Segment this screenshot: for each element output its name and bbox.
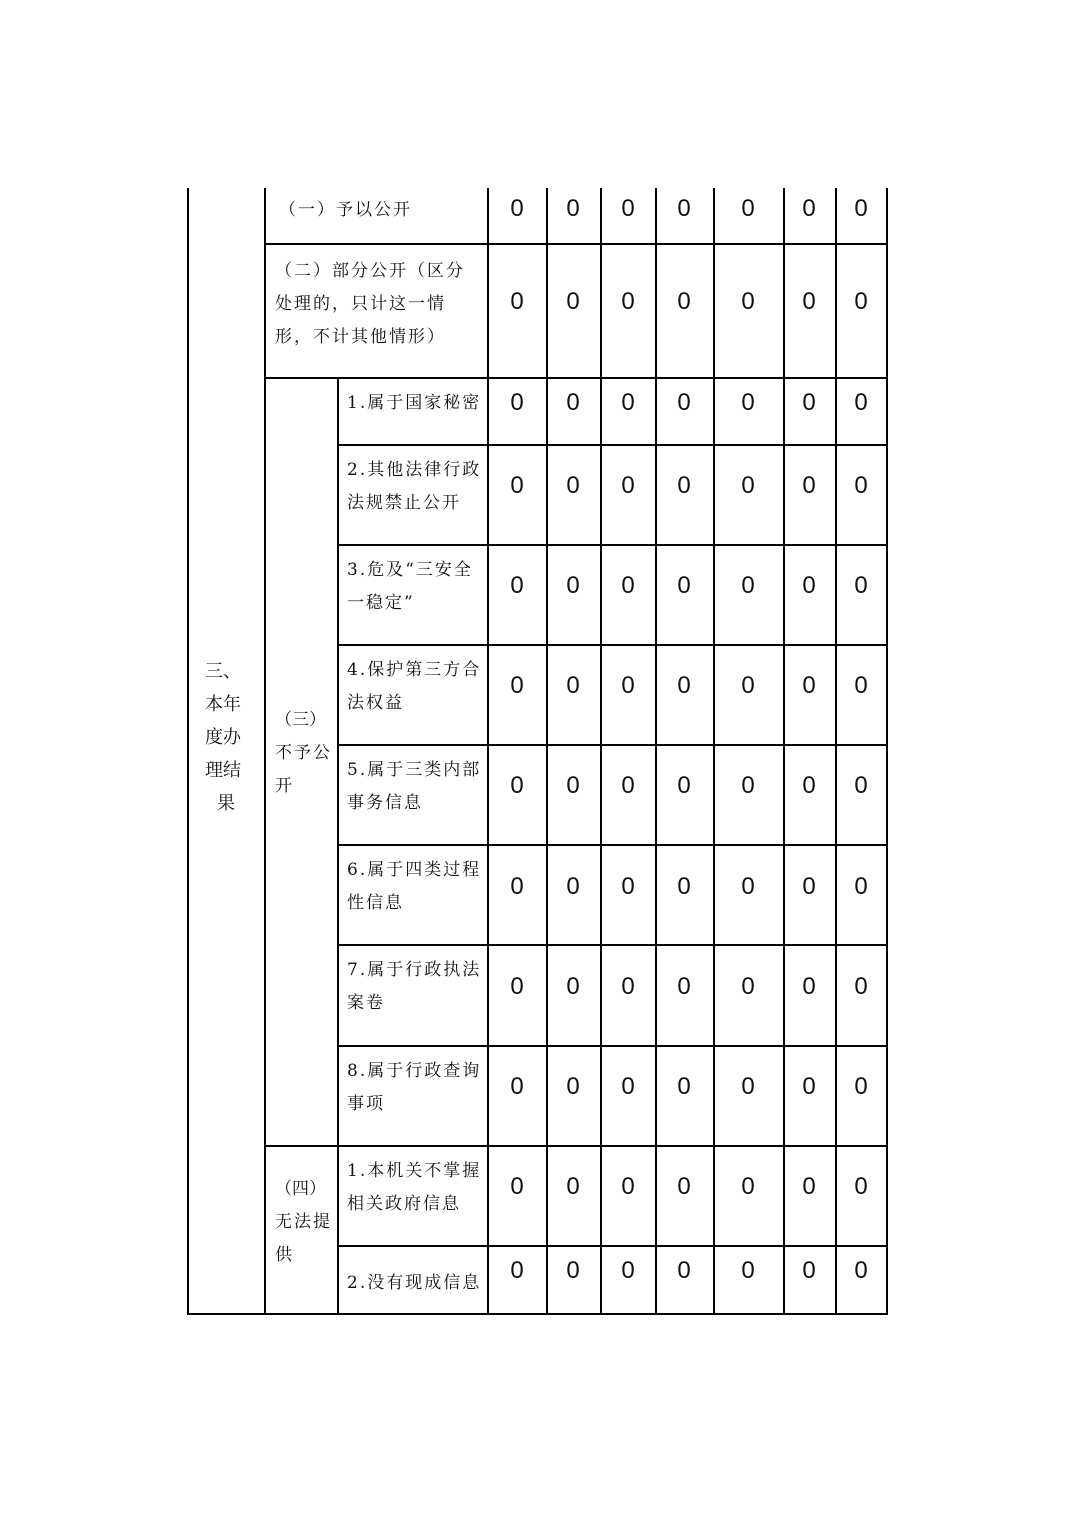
value-cell: 0 xyxy=(741,772,755,799)
row-label: （二）部分公开（区分处理的，只计这一情形，不计其他情形） xyxy=(275,261,465,347)
value-cell: 0 xyxy=(741,472,755,499)
row-divider xyxy=(264,243,888,245)
row-divider xyxy=(264,377,888,379)
value-cell: 0 xyxy=(854,572,868,599)
value-cell: 0 xyxy=(566,195,580,222)
value-cell: 0 xyxy=(854,1073,868,1100)
row-divider xyxy=(337,644,888,646)
row-divider xyxy=(337,744,888,746)
value-cell: 0 xyxy=(677,288,691,315)
value-cell: 0 xyxy=(741,572,755,599)
row-divider xyxy=(337,444,888,446)
value-cell: 0 xyxy=(854,288,868,315)
value-cell: 0 xyxy=(621,572,635,599)
row-label: 3.危及“三安全一稳定” xyxy=(347,560,473,613)
value-cell: 0 xyxy=(854,389,868,416)
value-cell: 0 xyxy=(510,1257,524,1284)
value-cell: 0 xyxy=(510,772,524,799)
value-cell: 0 xyxy=(802,873,816,900)
value-cell: 0 xyxy=(677,1173,691,1200)
value-cell: 0 xyxy=(566,772,580,799)
value-cell: 0 xyxy=(741,873,755,900)
value-cell: 0 xyxy=(566,572,580,599)
value-cell: 0 xyxy=(802,772,816,799)
value-cell: 0 xyxy=(677,572,691,599)
value-cell: 0 xyxy=(621,1073,635,1100)
value-cell: 0 xyxy=(566,288,580,315)
value-cell: 0 xyxy=(741,1173,755,1200)
table-left-border xyxy=(187,188,189,1315)
value-cell: 0 xyxy=(510,472,524,499)
row-divider xyxy=(337,1045,888,1047)
value-cell: 0 xyxy=(566,672,580,699)
row-label: 6.属于四类过程性信息 xyxy=(347,860,482,913)
value-cell: 0 xyxy=(621,1257,635,1284)
value-cell: 0 xyxy=(566,873,580,900)
value-cell: 0 xyxy=(741,1073,755,1100)
value-cell: 0 xyxy=(510,672,524,699)
value-cell: 0 xyxy=(510,1073,524,1100)
row-label: （一）予以公开 xyxy=(279,200,412,220)
value-cell: 0 xyxy=(854,672,868,699)
row-label: 1.属于国家秘密 xyxy=(347,393,482,413)
value-cell: 0 xyxy=(621,472,635,499)
value-cell: 0 xyxy=(677,195,691,222)
value-cell: 0 xyxy=(621,389,635,416)
row-label: 7.属于行政执法案卷 xyxy=(347,960,482,1013)
value-cell: 0 xyxy=(802,1257,816,1284)
value-cell: 0 xyxy=(621,772,635,799)
value-cell: 0 xyxy=(677,672,691,699)
value-cell: 0 xyxy=(621,973,635,1000)
value-cell: 0 xyxy=(802,973,816,1000)
section-label: 三、 本年 度办 理结 果 xyxy=(205,661,241,814)
value-cell: 0 xyxy=(802,472,816,499)
row-label: 2.没有现成信息 xyxy=(347,1273,482,1293)
row-label: 5.属于三类内部事务信息 xyxy=(347,760,482,813)
value-cell: 0 xyxy=(854,1257,868,1284)
value-cell: 0 xyxy=(854,772,868,799)
value-cell: 0 xyxy=(510,288,524,315)
value-cell: 0 xyxy=(510,873,524,900)
value-cell: 0 xyxy=(621,288,635,315)
value-cell: 0 xyxy=(566,389,580,416)
value-cell: 0 xyxy=(621,672,635,699)
value-cell: 0 xyxy=(621,195,635,222)
value-cell: 0 xyxy=(741,389,755,416)
value-cell: 0 xyxy=(510,389,524,416)
group-label-unable-to-provide: （四） 无法提 供 xyxy=(275,1179,332,1265)
value-cell: 0 xyxy=(854,873,868,900)
value-cell: 0 xyxy=(854,1173,868,1200)
group-label-not-disclosed: （三） 不予公 开 xyxy=(275,710,332,796)
value-cell: 0 xyxy=(677,472,691,499)
row-divider xyxy=(337,844,888,846)
row-label: 4.保护第三方合法权益 xyxy=(347,660,482,713)
value-cell: 0 xyxy=(677,1073,691,1100)
value-cell: 0 xyxy=(854,472,868,499)
table-bottom-border xyxy=(187,1313,888,1315)
value-cell: 0 xyxy=(566,472,580,499)
value-cell: 0 xyxy=(677,873,691,900)
value-cell: 0 xyxy=(621,873,635,900)
value-cell: 0 xyxy=(854,973,868,1000)
value-cell: 0 xyxy=(677,973,691,1000)
value-cell: 0 xyxy=(802,1173,816,1200)
row-label: 2.其他法律行政法规禁止公开 xyxy=(347,460,482,513)
value-cell: 0 xyxy=(510,195,524,222)
value-cell: 0 xyxy=(854,195,868,222)
value-cell: 0 xyxy=(621,1173,635,1200)
value-cell: 0 xyxy=(510,572,524,599)
disclosure-result-table xyxy=(187,188,888,1315)
value-cell: 0 xyxy=(741,288,755,315)
value-cell: 0 xyxy=(510,1173,524,1200)
row-label: 8.属于行政查询事项 xyxy=(347,1061,482,1114)
value-cell: 0 xyxy=(802,288,816,315)
row-divider xyxy=(337,944,888,946)
value-cell: 0 xyxy=(677,389,691,416)
value-cell: 0 xyxy=(677,1257,691,1284)
row-divider xyxy=(337,1245,888,1247)
value-cell: 0 xyxy=(802,1073,816,1100)
value-cell: 0 xyxy=(566,973,580,1000)
value-cell: 0 xyxy=(741,195,755,222)
value-cell: 0 xyxy=(802,195,816,222)
value-cell: 0 xyxy=(566,1257,580,1284)
value-cell: 0 xyxy=(510,973,524,1000)
row-label: 1.本机关不掌握相关政府信息 xyxy=(347,1161,482,1214)
value-cell: 0 xyxy=(741,672,755,699)
value-cell: 0 xyxy=(802,572,816,599)
value-cell: 0 xyxy=(802,389,816,416)
value-cell: 0 xyxy=(741,973,755,1000)
row-divider xyxy=(337,544,888,546)
value-cell: 0 xyxy=(741,1257,755,1284)
value-cell: 0 xyxy=(802,672,816,699)
value-cell: 0 xyxy=(566,1173,580,1200)
row-divider xyxy=(264,1145,888,1147)
value-cell: 0 xyxy=(566,1073,580,1100)
value-cell: 0 xyxy=(677,772,691,799)
